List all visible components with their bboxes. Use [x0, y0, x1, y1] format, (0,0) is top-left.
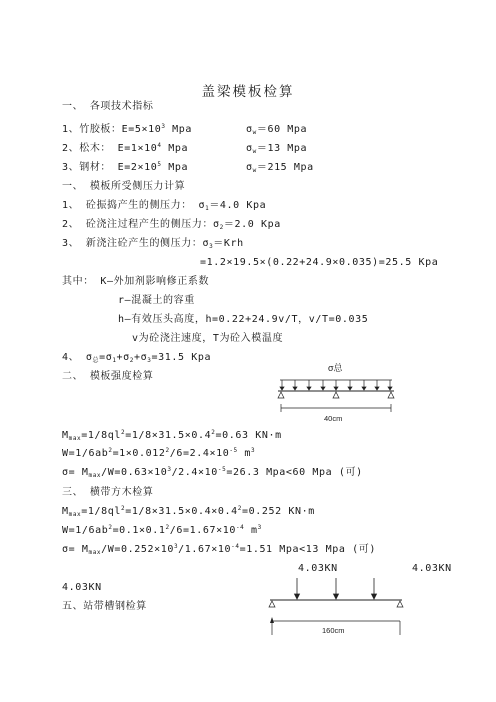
section-1-heading: 一、 各项技术指标 — [62, 101, 154, 112]
load-label-wrapped: 4.03KN — [62, 582, 102, 593]
channel-steel-load-diagram — [266, 576, 406, 638]
section-3-heading: 二、 模板强度检算 — [62, 371, 154, 382]
formwork-load-diagram — [268, 358, 408, 426]
pressure-line-2: 2、 砼浇注过程产生的侧压力：$\sigma_2=2.0$ Kpa — [62, 219, 281, 231]
section-4-heading: 三、 横带方木检算 — [62, 487, 154, 498]
stress-line-2: $\sigma= M_{max}/W=0.252\times 10^3/1.67\times 10^{-4}=1.51$ Mpa<13 Mpa (可) — [62, 543, 376, 556]
note-h: h—有效压头高度，h=0.22+24.9v/T，v/T=0.035 — [118, 314, 369, 325]
spec-line-steel: 3、钢材： $E=2\times 10^5$ Mpa $\sigma_w=215$ Mpa — [62, 161, 314, 174]
span-dimension-40: 40cm — [324, 414, 343, 423]
page-title: 盖梁模板检算 — [201, 84, 295, 100]
moment-line-1: $M_{max}=1/8ql^2=1/8\times 31.5\times 0.4^2=0.63$ KN·m — [62, 429, 282, 442]
section-modulus-line-2: $W=1/6ab^2=0.1\times 0.1^2/6=1.67\times 10^{-4}$ $m^3$ — [62, 524, 262, 536]
spec-line-pine: 2、松木： $E=1\times 10^4$ Mpa $\sigma_w=13$ Mpa — [62, 142, 308, 155]
span-dimension-160: 160cm — [322, 626, 345, 635]
load-label-right: 4.03KN — [412, 563, 452, 574]
load-label: σ总 — [328, 363, 343, 373]
section-5-heading: 五、站带槽钢检算 — [62, 601, 147, 612]
pressure-formula: =1.2×19.5×(0.22+24.9×0.035)=25.5 Kpa — [200, 257, 439, 268]
pressure-total: 4、 $\sigma_总=\sigma_1+\sigma_2+\sigma_3=31.5$ Kpa — [62, 352, 212, 364]
pressure-line-1: 1、 砼振捣产生的侧压力： $\sigma_1=4.0$ Kpa — [62, 200, 267, 212]
note-k: 其中： K—外加剂影响修正系数 — [62, 276, 210, 287]
pressure-line-3: 3、 新浇注砼产生的侧压力：$\sigma_3=Krh$ — [62, 238, 244, 250]
spec-line-bamboo: 1、竹胶板：$E=5\times 10^3$ Mpa $\sigma_w=60$ Mpa — [62, 123, 308, 136]
stress-line-1: $\sigma= M_{max}/W=0.63\times 10^3/2.4\times 10^{-5}=26.3$ Mpa<60 Mpa (可) — [62, 466, 363, 479]
load-label-left: 4.03KN — [298, 563, 338, 574]
section-2-heading: 一、 模板所受侧压力计算 — [62, 181, 186, 192]
section-modulus-line-1: $W=1/6ab^2=1\times 0.012^2/6=2.4\times 10^{-5}$ $m^3$ — [62, 447, 256, 459]
note-r: r—混凝土的容重 — [118, 295, 195, 306]
moment-line-2: $M_{max}=1/8ql^2=1/8\times 31.5\times 0.4\times 0.4^2=0.252$ KN·m — [62, 505, 315, 518]
note-v: v为砼浇注速度，T为砼入模温度 — [132, 333, 284, 344]
